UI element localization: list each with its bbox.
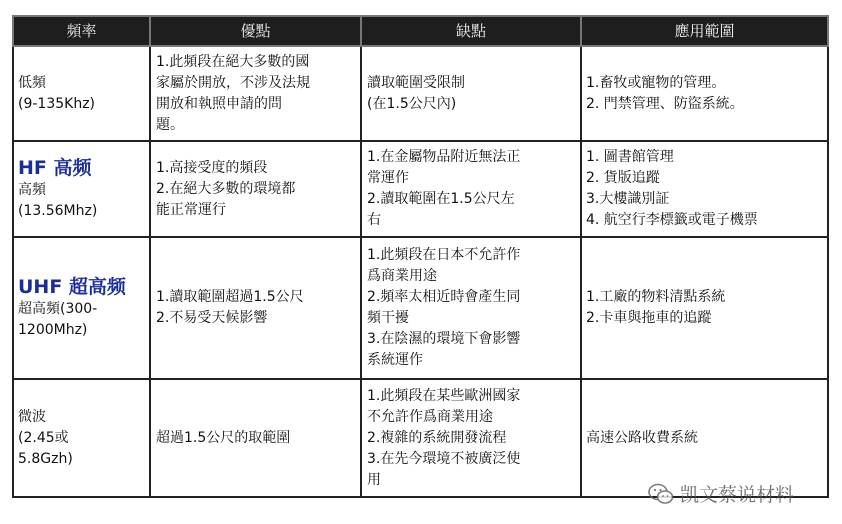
disadvantages-cell: [361, 379, 581, 497]
advantage-line: 題。: [156, 116, 184, 133]
application-line: 2. 貨版追蹤: [586, 170, 660, 186]
advantage-line: 超過1.5公尺的取範圍: [156, 429, 291, 446]
application-line: 2.卡車與拖車的追蹤: [586, 310, 712, 326]
application-line: 3.大樓識別証: [586, 191, 670, 207]
application-line: 4. 航空行李標籤或電子機票: [586, 212, 758, 228]
band-label: UHF 超高频: [18, 276, 126, 298]
frequency-line: (2.45或: [18, 429, 69, 446]
frequency-line: 高頻: [18, 182, 46, 198]
advantage-line: 開放和執照申請的問: [156, 95, 282, 112]
advantage-line: 能正常運行: [156, 201, 226, 218]
advantages-cell: [150, 46, 361, 141]
table-row: [13, 141, 828, 237]
rfid-comparison-table: [12, 15, 829, 498]
watermark-text: 凯文蔡说材料: [680, 484, 795, 506]
wechat-icon: [648, 483, 674, 505]
advantage-line: 2.在絕大多數的環境都: [156, 180, 296, 197]
frequency-line: 低頻: [18, 74, 46, 91]
frequency-cell: [13, 379, 150, 497]
disadvantage-line: 1.此頻段在某些歐洲國家: [367, 387, 521, 404]
table-row: [13, 46, 828, 141]
frequency-line: 5.8Gzh): [18, 450, 73, 467]
header-frequency: 頻率: [13, 16, 150, 46]
frequency-line: (9-135Khz): [18, 95, 96, 112]
disadvantage-line: 不允許作爲商業用途: [367, 408, 493, 425]
advantage-line: 1.此頻段在絕大多數的國: [156, 53, 310, 70]
header-advantages: 優點: [150, 16, 361, 46]
band-label: HF 高频: [18, 157, 92, 179]
applications-cell: [581, 46, 828, 141]
disadvantage-line: 1.在金屬物品附近無法正: [367, 149, 521, 165]
disadvantage-line: (在1.5公尺內): [367, 95, 457, 112]
header-applications: 應用範圍: [581, 16, 828, 46]
advantages-cell: [150, 237, 361, 379]
disadvantage-line: 2.複雜的系統開發流程: [367, 429, 507, 446]
disadvantage-line: 常運作: [367, 170, 409, 186]
table-row: [13, 237, 828, 379]
frequency-cell: [13, 46, 150, 141]
disadvantages-cell: [361, 46, 581, 141]
disadvantage-line: 讀取範圍受限制: [367, 74, 465, 91]
advantages-cell: [150, 379, 361, 497]
disadvantage-line: 系統運作: [367, 352, 423, 368]
disadvantage-line: 頻干擾: [367, 310, 409, 326]
advantage-line: 2.不易受天候影響: [156, 310, 268, 326]
frequency-line: 1200Mhz): [18, 322, 88, 338]
table-header: [13, 16, 828, 46]
disadvantage-line: 用: [367, 471, 381, 488]
disadvantage-line: 爲商業用途: [367, 268, 437, 284]
advantage-line: 1.讀取範圍超過1.5公尺: [156, 289, 304, 305]
application-line: 2. 門禁管理、防盜系統。: [586, 95, 744, 112]
disadvantage-line: 3.在陰濕的環境下會影響: [367, 331, 521, 347]
application-line: 1. 圖書館管理: [586, 149, 674, 165]
disadvantage-line: 2.頻率太相近時會產生同: [367, 289, 521, 305]
advantage-line: 1.高接受度的頻段: [156, 159, 268, 176]
application-line: 1.工廠的物料清點系統: [586, 289, 726, 305]
frequency-line: (13.56Mhz): [18, 203, 98, 219]
frequency-cell: [13, 141, 150, 237]
disadvantage-line: 右: [367, 212, 381, 228]
applications-cell: [581, 141, 828, 237]
applications-cell: [581, 237, 828, 379]
disadvantage-line: 3.在先今環境不被廣泛使: [367, 450, 521, 467]
disadvantages-cell: [361, 237, 581, 379]
application-line: 高速公路收費系統: [586, 429, 698, 446]
disadvantage-line: 2.讀取範圍在1.5公尺左: [367, 191, 515, 207]
advantages-cell: [150, 141, 361, 237]
frequency-line: 超高頻(300-: [18, 301, 98, 317]
disadvantages-cell: [361, 141, 581, 237]
application-line: 1.畜牧或寵物的管理。: [586, 74, 726, 91]
advantage-line: 家屬於開放，不涉及法規: [156, 74, 310, 91]
disadvantage-line: 1.此頻段在日本不允許作: [367, 247, 521, 263]
frequency-line: 微波: [18, 408, 46, 425]
watermark: [648, 480, 794, 507]
header-disadvantages: 缺點: [361, 16, 581, 46]
frequency-cell: [13, 237, 150, 379]
